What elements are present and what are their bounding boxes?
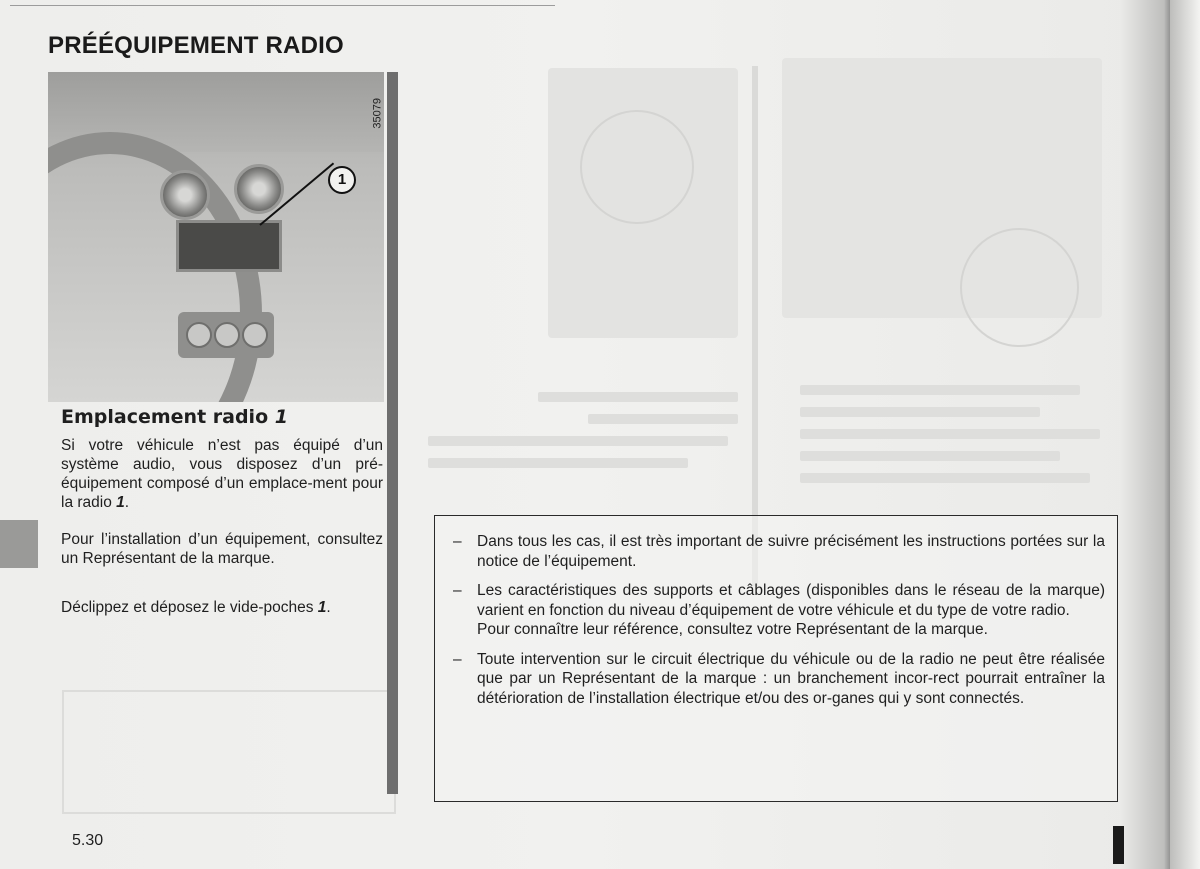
paragraph-removal — [61, 598, 383, 617]
notes-list — [445, 532, 1105, 718]
radio-slot — [176, 220, 282, 272]
header-rule — [10, 5, 555, 6]
page-title: PRÉÉQUIPEMENT RADIO — [48, 32, 344, 59]
note-extra: Pour connaître leur référence, consultez votre Représentant de la marque. — [477, 621, 988, 638]
section-subheading — [61, 406, 288, 428]
bleed-through-circle-right — [960, 228, 1079, 347]
paragraph-intro — [61, 436, 383, 512]
control-knob — [186, 322, 212, 348]
paragraph-text: Si votre véhicule n’est pas équipé d’un système audio, vous disposez d’un pré-équipement composé d’un emplace-ment pour la radio — [61, 437, 383, 511]
callout-marker: 1 — [328, 166, 356, 194]
bleed-through-text-left — [428, 392, 748, 512]
bleed-through-rule — [752, 66, 758, 586]
column-divider — [387, 72, 398, 794]
note-text: Toute intervention sur le circuit électrique du véhicule ou de la radio ne peut être réalisée que par un Représentant de la marque : un branchement incor-rect pourrait entraîner la détérioration de l’installation électrique et/ou des or-ganes qui y sont connectés. — [477, 650, 1105, 707]
note-item — [445, 532, 1105, 571]
thumb-index-bar — [1113, 826, 1124, 864]
note-text: Dans tous les cas, il est très important de suivre précisément les instructions portées sur la notice de l’équipement. — [477, 533, 1105, 570]
section-tab — [0, 520, 38, 568]
paragraph-ref: 1 — [116, 494, 125, 511]
paragraph-end: . — [124, 494, 130, 511]
dash-bullet: – — [453, 582, 462, 599]
paragraph-installation — [61, 530, 383, 568]
paragraph-end: . — [326, 599, 331, 616]
control-knob — [214, 322, 240, 348]
bleed-through-warning-box — [62, 690, 396, 814]
facing-page-edge — [1170, 0, 1200, 869]
subheading-ref: 1 — [274, 406, 288, 428]
paragraph-ref: 1 — [317, 599, 327, 616]
paragraph-text: Pour l’installation d’un équipement, consultez un Représentant de la marque. — [61, 531, 383, 567]
bleed-through-text-right — [800, 385, 1120, 525]
subheading-text: Emplacement radio — [61, 406, 269, 428]
page-number: 5.30 — [72, 832, 104, 849]
figure-number: 35079 — [372, 98, 384, 129]
climate-controls — [178, 312, 274, 358]
note-item — [445, 650, 1105, 709]
bleed-through-circle-left — [580, 110, 694, 224]
important-notes-box — [434, 515, 1118, 802]
dash-bullet: – — [453, 650, 462, 668]
control-knob — [242, 322, 268, 348]
note-text: Les caractéristiques des supports et câblages (disponibles dans le réseau de la marque) varient en fonction du niveau d’équipement de votre véhicule et du type de votre radio. — [477, 582, 1105, 619]
note-item — [445, 581, 1105, 640]
dashboard-photo — [48, 72, 384, 402]
paragraph-text: Déclippez et déposez le vide-poches — [61, 599, 318, 616]
air-vent-right — [234, 164, 284, 214]
dash-bullet: – — [453, 533, 462, 550]
air-vent-left — [160, 170, 210, 220]
